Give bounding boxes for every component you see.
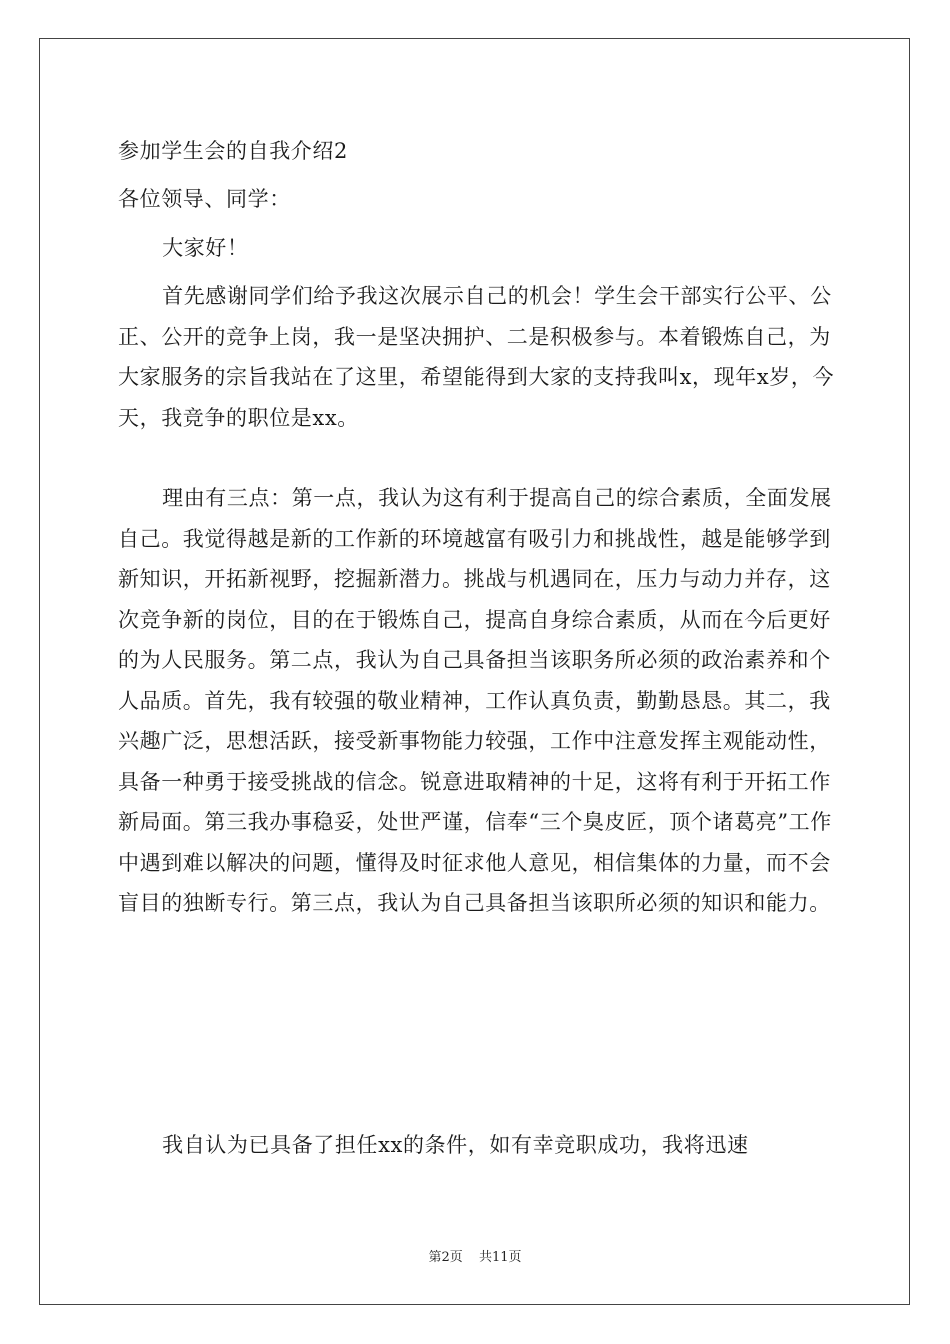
salutation: 各位领导、同学： xyxy=(118,187,291,211)
paragraph-reasons: 理由有三点：第一点，我认为这有利于提高自己的综合素质，全面发展自己。我觉得越是新的工作新的环境越富有吸引力和挑战性，越是能够学到新知识，开拓新视野，挖掘新潜力。挑战与机遇同在，压力与动力并存，这次竞争新的岗位，目的在于锻炼自己，提高自身综合素质，从而在今后更好的为人民服务。第二点，我认为自己具备担当该职务所必须的政治素养和个人品质。首先，我有较强的敬业精神，工作认真负责，勤勤恳恳。其二，我兴趣广泛，思想活跃，接受新事物能力较强，工作中注意发挥主观能动性，具备一种勇于接受挑战的信念。锐意进取精神的十足，这将有利于开拓工作新局面。第三我办事稳妥，处世严谨，信奉“三个臭皮匠，顶个诸葛亮”工作中遇到难以解决的问题，懂得及时征求他人意见，相信集体的力量，而不会盲目的独断专行。第三点，我认为自己具备担当该职所必须的知识和能力。 xyxy=(118,486,832,915)
page-number: 第2页 xyxy=(428,1250,463,1265)
document-title: 参加学生会的自我介绍2 xyxy=(118,139,348,163)
page-footer xyxy=(0,1246,950,1265)
paragraph-greeting: 大家好！ xyxy=(162,236,249,260)
page-total: 共11页 xyxy=(478,1250,522,1265)
paragraph-conclusion: 我自认为已具备了担任xx的条件，如有幸竞职成功，我将迅速 xyxy=(162,1133,749,1157)
paragraph-introduction: 首先感谢同学们给予我这次展示自己的机会！学生会干部实行公平、公正、公开的竞争上岗，我一是坚决拥护、二是积极参与。本着锻炼自己，为大家服务的宗旨我站在了这里，希望能得到大家的支持我叫x，现年x岁，今天，我竞争的职位是xx。 xyxy=(118,284,835,430)
